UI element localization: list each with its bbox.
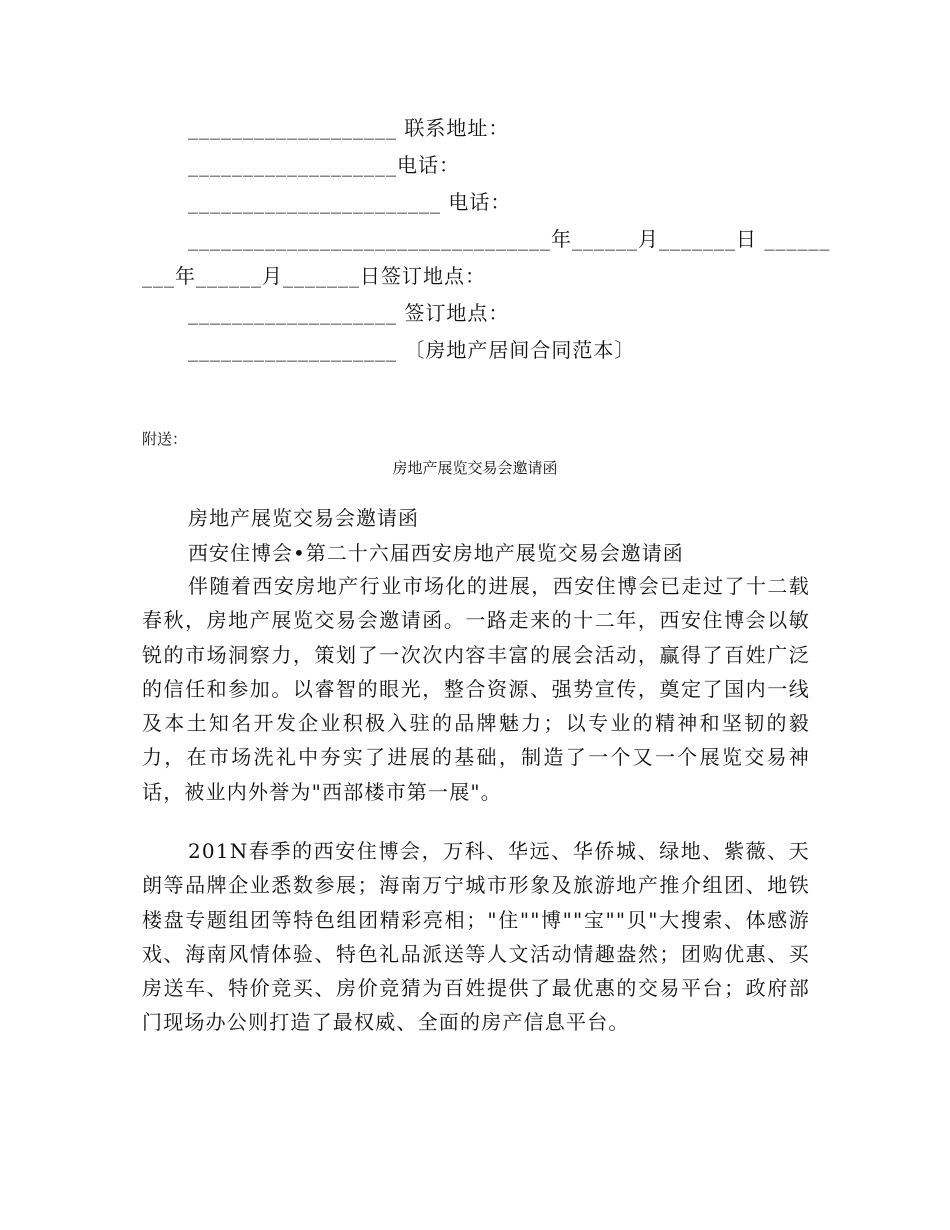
sign-place-line: ___________________ 签订地点： [188, 301, 510, 325]
invitation-subheading: 西安住博会•第二十六届西安房地产展览交易会邀请函 [188, 541, 684, 565]
paragraph-spring-expo: 201N春季的西安住博会，万科、华远、华侨城、绿地、紫薇、天朗等品牌企业悉数参展；海南万宁城市形象及旅游地产推介组团、地铁楼盘专题组团等特色组团精彩亮相；"住""博""宝""贝"大搜索、体感游戏、海南风情体验、特色礼品派送等人文活动情趣盎然；团购优惠、买房送车、特价竞买、房价竞猜为百姓提供了最优惠的交易平台；政府部门现场办公则打造了最权威、全面的房产信息平台。 [142, 839, 810, 1035]
attachment-label: 附送： [142, 430, 188, 448]
phone-line-2: _______________________ 电话： [188, 190, 512, 214]
date-sign-place-line: ___年______月_______日签订地点： [142, 264, 486, 288]
attachment-title: 房地产展览交易会邀请函 [392, 459, 558, 477]
phone-line-1: ___________________电话： [188, 153, 460, 177]
date-line-1: _________________________________年______月_______日 ______ [188, 227, 831, 251]
invitation-heading: 房地产展览交易会邀请函 [188, 506, 419, 530]
contact-address-line: ___________________ 联系地址： [188, 116, 510, 140]
paragraph-history: 伴随着西安房地产行业市场化的进展，西安住博会已走过了十二载春秋，房地产展览交易会邀请函。一路走来的十二年，西安住博会以敏锐的市场洞察力，策划了一次次内容丰富的展会活动，赢得了百姓广泛的信任和参加。以睿智的眼光，整合资源、强势宣传，奠定了国内一线及本土知名开发企业积极入驻的品牌魅力；以专业的精神和坚韧的毅力，在市场洗礼中夯实了进展的基础，制造了一个又一个展览交易神话，被业内外誉为"西部楼市第一展"。 [142, 574, 810, 804]
contract-template-line: ___________________ 〔房地产居间合同范本〕 [188, 338, 636, 362]
